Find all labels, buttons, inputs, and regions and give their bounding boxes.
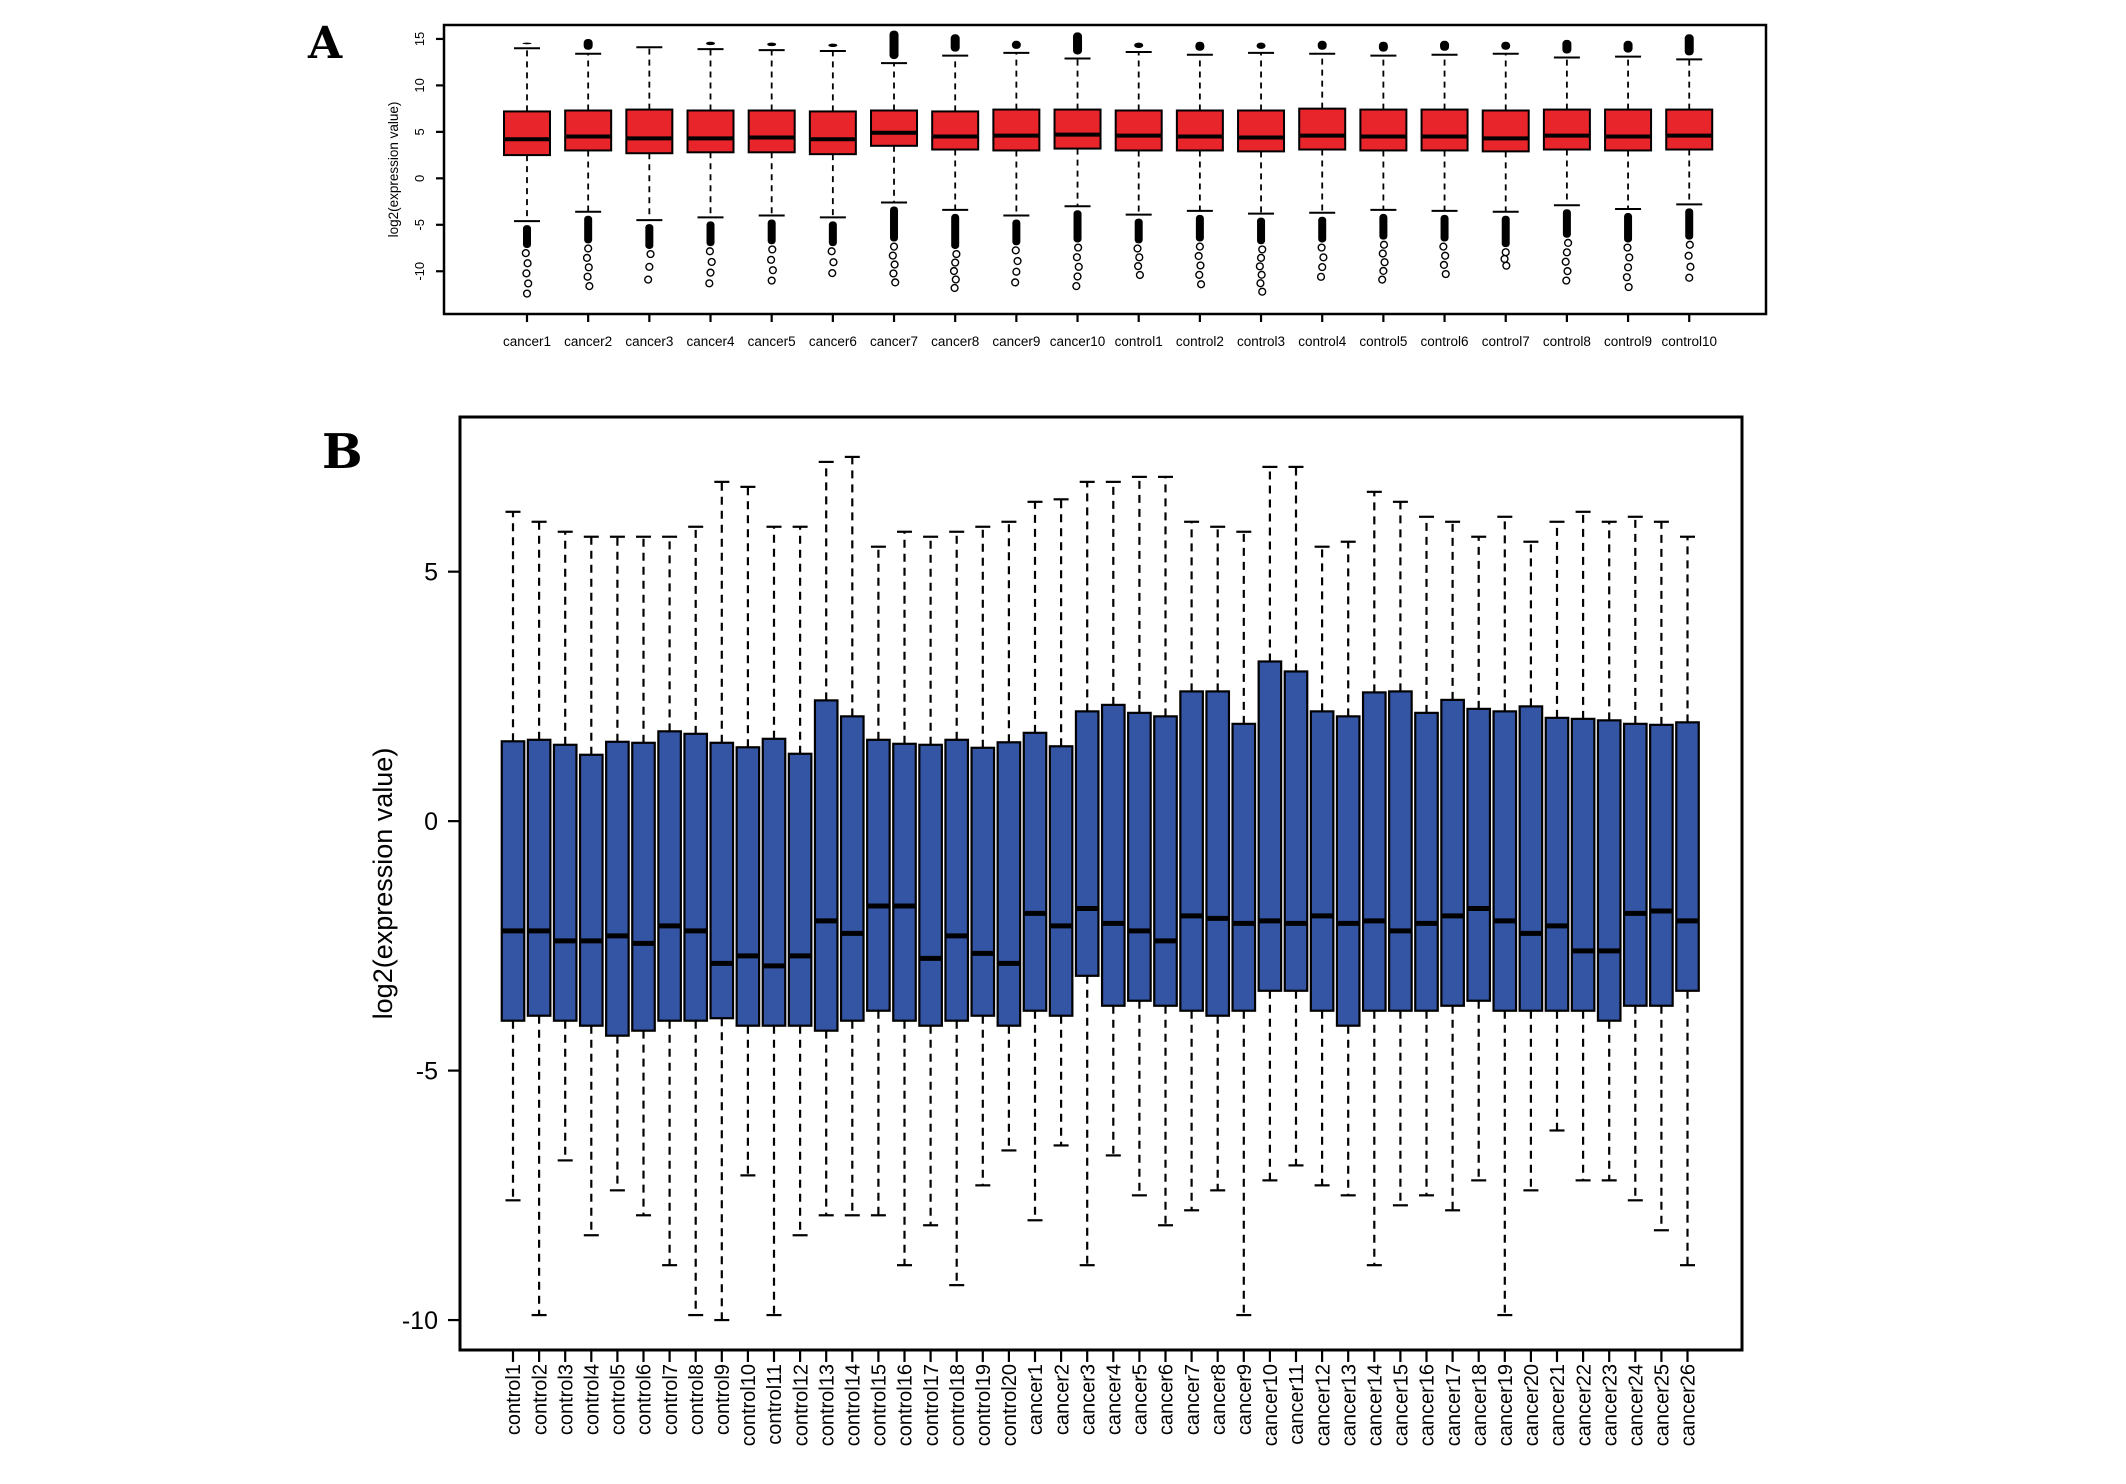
panel-a-box-cancer7-outlier-point xyxy=(889,252,896,259)
panel-b-xtick-label-control18: control18 xyxy=(946,1364,969,1447)
panel-a-box-control2-upper-outlier-stack xyxy=(1195,42,1204,51)
panel-b-box-control8 xyxy=(684,734,707,1021)
panel-a-box-cancer8-outlier-point xyxy=(952,276,959,283)
panel-b-xtick-label-control7: control7 xyxy=(659,1364,682,1436)
panel-b-xtick-label-control4: control4 xyxy=(581,1364,604,1436)
panel-a-box-control5-outlier-point xyxy=(1381,241,1388,248)
panel-b-xtick-label-control8: control8 xyxy=(685,1364,708,1436)
panel-a-box-control5 xyxy=(1360,110,1406,151)
panel-b-box-cancer7 xyxy=(1180,691,1203,1010)
panel-a-box-cancer9-lower-outlier-stack xyxy=(1012,219,1020,245)
panel-b-xtick-label-control1: control1 xyxy=(503,1364,526,1436)
panel-a-box-cancer9-outlier-point xyxy=(1012,279,1019,286)
panel-b-box-cancer14 xyxy=(1363,692,1386,1010)
panel-a-box-control6-outlier-point xyxy=(1440,243,1447,250)
panel-b-xtick-label-control20: control20 xyxy=(999,1364,1022,1447)
panel-b-box-control16 xyxy=(893,744,916,1021)
panel-a-box-control10-upper-outlier-stack xyxy=(1685,34,1694,55)
panel-b-xtick-label-control12: control12 xyxy=(790,1364,813,1447)
panel-b-xtick-label-cancer13: cancer13 xyxy=(1338,1364,1361,1447)
panel-b-xtick-label-control19: control19 xyxy=(973,1364,995,1447)
panel-a-box-cancer1 xyxy=(504,111,550,155)
panel-b-box-cancer25 xyxy=(1650,725,1673,1006)
panel-b-label: B xyxy=(322,424,363,480)
panel-a-box-cancer7-outlier-point xyxy=(891,243,898,250)
panel-a-box-control2-outlier-point xyxy=(1195,253,1202,260)
panel-b-xtick-label-cancer20: cancer20 xyxy=(1521,1364,1544,1447)
panel-a-box-cancer1-outlier-point xyxy=(525,280,532,287)
panel-b-box-cancer22 xyxy=(1572,719,1595,1011)
panel-a-box-control2 xyxy=(1177,110,1223,150)
panel-a-box-control1-outlier-point xyxy=(1135,263,1142,270)
panel-b-box-cancer26 xyxy=(1676,722,1699,990)
panel-b-xtick-label-cancer4: cancer4 xyxy=(1103,1364,1126,1436)
panel-b-xtick-label-cancer18: cancer18 xyxy=(1468,1364,1491,1447)
panel-a-box-cancer1-outlier-point xyxy=(522,250,529,257)
panel-a-box-control7-outlier-point xyxy=(1501,256,1508,263)
panel-a-box-control2-outlier-point xyxy=(1196,271,1203,278)
panel-a-box-cancer4-outlier-point xyxy=(706,280,713,287)
panel-a-box-control1-upper-outlier-stack xyxy=(1134,43,1143,48)
panel-a-box-control9-outlier-point xyxy=(1624,244,1631,251)
panel-b-xtick-label-control2: control2 xyxy=(529,1364,552,1436)
panel-a-box-cancer2-lower-outlier-stack xyxy=(584,216,592,244)
panel-b-xtick-label-cancer9: cancer9 xyxy=(1234,1364,1256,1436)
panel-a-box-control9-outlier-point xyxy=(1626,254,1633,261)
panel-b-xtick-label-cancer14: cancer14 xyxy=(1364,1364,1387,1447)
panel-a-box-control7-outlier-point xyxy=(1502,249,1509,256)
panel-b-ytick-label: 0 xyxy=(424,807,438,836)
panel-a-box-control2-outlier-point xyxy=(1196,243,1203,250)
panel-a-ytick-label: -10 xyxy=(412,261,427,281)
panel-a-box-control10-outlier-point xyxy=(1686,241,1693,248)
panel-a-xtick-label-control3: control3 xyxy=(1237,334,1286,349)
panel-a-box-control10-outlier-point xyxy=(1686,274,1693,281)
panel-a-box-control3-outlier-point xyxy=(1256,263,1263,270)
panel-a-xtick-label-cancer5: cancer5 xyxy=(747,334,796,349)
panel-b-xtick-label-cancer25: cancer25 xyxy=(1651,1364,1674,1447)
panel-a-box-control8-outlier-point xyxy=(1562,258,1569,265)
panel-b-xtick-label-cancer8: cancer8 xyxy=(1207,1364,1230,1436)
panel-b-xtick-label-control6: control6 xyxy=(633,1364,656,1436)
panel-a-box-cancer4 xyxy=(688,110,734,152)
panel-a-xtick-label-cancer6: cancer6 xyxy=(808,334,857,349)
panel-b-xtick-label-cancer5: cancer5 xyxy=(1129,1364,1152,1436)
panel-a-box-cancer4-outlier-point xyxy=(708,259,715,266)
panel-b-box-cancer15 xyxy=(1389,691,1412,1010)
panel-b-box-control9 xyxy=(711,743,734,1018)
panel-a-box-cancer10-outlier-point xyxy=(1074,273,1081,280)
panel-a-box-control2-lower-outlier-stack xyxy=(1196,215,1204,242)
panel-a-box-cancer4-outlier-point xyxy=(707,248,714,255)
panel-a-box-control5-outlier-point xyxy=(1379,250,1386,257)
panel-b-box-cancer9 xyxy=(1233,724,1256,1011)
panel-a-xtick-label-control1: control1 xyxy=(1114,334,1163,349)
panel-b-xtick-label-control10: control10 xyxy=(738,1364,761,1447)
panel-b-box-cancer13 xyxy=(1337,716,1360,1025)
panel-a-box-control4-outlier-point xyxy=(1318,273,1325,280)
panel-a-box-control2-outlier-point xyxy=(1198,281,1205,288)
panel-a-box-cancer8-lower-outlier-stack xyxy=(951,214,959,249)
panel-b-xtick-label-cancer3: cancer3 xyxy=(1077,1364,1100,1436)
panel-a-box-cancer2-outlier-point xyxy=(584,254,591,261)
panel-a-box-cancer3-outlier-point xyxy=(647,251,654,258)
panel-a-box-control6-upper-outlier-stack xyxy=(1440,41,1449,51)
panel-a-box-cancer9-upper-outlier-stack xyxy=(1012,41,1021,49)
panel-a-box-control8 xyxy=(1544,110,1590,150)
panel-a-box-cancer4-outlier-point xyxy=(707,269,714,276)
panel-b-xtick-label-cancer15: cancer15 xyxy=(1390,1364,1413,1447)
panel-b-xtick-label-cancer12: cancer12 xyxy=(1312,1364,1335,1447)
panel-b-ytick-label: -10 xyxy=(401,1306,438,1335)
panel-b-xtick-label-control15: control15 xyxy=(868,1364,891,1447)
panel-a-box-cancer8-outlier-point xyxy=(952,259,959,266)
panel-a-box-control3 xyxy=(1238,110,1284,151)
panel-b-box-cancer23 xyxy=(1598,720,1621,1020)
panel-b-xtick-label-cancer26: cancer26 xyxy=(1677,1364,1700,1447)
panel-a-box-cancer3-outlier-point xyxy=(646,263,653,270)
panel-b-xtick-label-cancer11: cancer11 xyxy=(1286,1364,1309,1445)
panel-a-box-control1-outlier-point xyxy=(1137,272,1144,279)
panel-a-box-cancer5-outlier-point xyxy=(768,277,775,284)
panel-a-box-control4 xyxy=(1299,109,1345,150)
panel-a-box-cancer2-outlier-point xyxy=(585,264,592,271)
panel-a-box-cancer2-outlier-point xyxy=(584,273,591,280)
panel-a-label: A xyxy=(308,18,343,69)
panel-a-box-control10-lower-outlier-stack xyxy=(1685,208,1693,239)
panel-a-box-cancer10-upper-outlier-stack xyxy=(1073,32,1082,54)
panel-a-box-cancer6-outlier-point xyxy=(830,259,837,266)
panel-b-box-control12 xyxy=(789,754,812,1026)
panel-b-box-cancer4 xyxy=(1102,705,1125,1006)
panel-b-xtick-label-cancer24: cancer24 xyxy=(1625,1364,1648,1447)
panel-a-box-control7-upper-outlier-stack xyxy=(1501,42,1510,50)
panel-b-xtick-label-control14: control14 xyxy=(842,1364,865,1447)
panel-a-box-control1-lower-outlier-stack xyxy=(1135,219,1143,244)
panel-a-box-control6-lower-outlier-stack xyxy=(1441,215,1449,242)
panel-a-box-cancer2-upper-outlier-stack xyxy=(584,39,593,50)
panel-a-box-cancer7-upper-outlier-stack xyxy=(890,31,899,60)
panel-a-box-cancer10-lower-outlier-stack xyxy=(1074,210,1082,242)
panel-b-xtick-label-cancer10: cancer10 xyxy=(1260,1364,1283,1447)
panel-a-box-cancer3 xyxy=(626,110,672,154)
panel-a-xtick-label-control10: control10 xyxy=(1661,334,1718,349)
panel-a-box-cancer5 xyxy=(749,110,795,152)
panel-a-box-cancer7-lower-outlier-stack xyxy=(890,206,898,241)
panel-a-xtick-label-cancer8: cancer8 xyxy=(931,334,980,349)
panel-b-xtick-label-cancer23: cancer23 xyxy=(1599,1364,1622,1447)
panel-b-xtick-label-cancer19: cancer19 xyxy=(1495,1364,1517,1447)
panel-b-box-control11 xyxy=(763,739,786,1026)
panel-b-box-control7 xyxy=(658,731,681,1020)
panel-a-box-control3-outlier-point xyxy=(1257,280,1264,287)
panel-b-xtick-label-cancer1: cancer1 xyxy=(1025,1364,1048,1436)
panel-a-box-cancer1-outlier-point xyxy=(524,290,531,297)
panel-a-box-cancer1-outlier-point xyxy=(524,260,531,267)
panel-a-box-control10-outlier-point xyxy=(1687,263,1694,270)
panel-b-box-cancer12 xyxy=(1311,711,1334,1010)
panel-b-ytick-label: 5 xyxy=(424,558,438,587)
panel-a-box-cancer2-outlier-point xyxy=(586,283,593,290)
panel-b-box-cancer1 xyxy=(1024,733,1047,1011)
panel-a-box-cancer10-outlier-point xyxy=(1075,263,1082,270)
panel-a-box-cancer8-outlier-point xyxy=(951,268,958,275)
panel-b-box-cancer6 xyxy=(1154,716,1177,1005)
panel-a-box-control8-outlier-point xyxy=(1564,268,1571,275)
panel-b-xtick-label-cancer16: cancer16 xyxy=(1416,1364,1439,1447)
panel-a-box-control5-outlier-point xyxy=(1380,268,1387,275)
panel-a-box-control1-outlier-point xyxy=(1136,254,1143,261)
panel-b-xtick-label-control5: control5 xyxy=(607,1364,630,1436)
panel-b-box-control1 xyxy=(502,741,525,1020)
panel-a-xtick-label-control6: control6 xyxy=(1420,334,1469,349)
panel-a-box-control6 xyxy=(1422,110,1468,151)
panel-a-box-control6-outlier-point xyxy=(1442,252,1449,259)
panel-a-box-control9-outlier-point xyxy=(1625,264,1632,271)
panel-a-box-cancer1-outlier-point xyxy=(523,270,530,277)
panel-a-box-cancer5-outlier-point xyxy=(769,267,776,274)
panel-a-ytick-label: 5 xyxy=(412,128,427,136)
panel-a-box-cancer3-outlier-point xyxy=(645,276,652,283)
panel-a-box-control8-outlier-point xyxy=(1565,240,1572,247)
panel-a-box-cancer1-lower-outlier-stack xyxy=(523,225,531,248)
panel-a-box-control5-outlier-point xyxy=(1381,259,1388,266)
panel-a-box-cancer3-lower-outlier-stack xyxy=(645,224,653,249)
panel-a-box-control4-outlier-point xyxy=(1320,254,1327,261)
panel-b-box-cancer18 xyxy=(1467,709,1490,1001)
panel-a-box-cancer8-outlier-point xyxy=(951,285,958,292)
panel-b-box-cancer2 xyxy=(1050,746,1073,1015)
panel-a-box-control5-lower-outlier-stack xyxy=(1379,214,1387,240)
panel-a-box-cancer10-outlier-point xyxy=(1075,244,1082,251)
panel-b-box-control6 xyxy=(632,743,655,1031)
panel-b-box-control15 xyxy=(867,740,890,1011)
panel-a-box-cancer9-outlier-point xyxy=(1014,258,1021,265)
panel-a-box-cancer7-outlier-point xyxy=(892,279,899,286)
panel-a-box-cancer2 xyxy=(565,110,611,150)
panel-a-box-control1-outlier-point xyxy=(1134,245,1141,252)
panel-a-box-cancer9-outlier-point xyxy=(1013,268,1020,275)
panel-a-xtick-label-control4: control4 xyxy=(1298,334,1347,349)
panel-a-ytick-label: 10 xyxy=(412,78,427,93)
panel-b-xtick-label-cancer21: cancer21 xyxy=(1547,1364,1570,1447)
panel-b-box-control18 xyxy=(945,740,968,1021)
panel-a-xtick-label-control7: control7 xyxy=(1481,334,1530,349)
panel-a-xtick-label-control9: control9 xyxy=(1604,334,1653,349)
panel-a-box-cancer7-outlier-point xyxy=(891,261,898,268)
panel-b-box-control13 xyxy=(815,700,838,1030)
panel-b-box-control4 xyxy=(580,755,603,1026)
panel-a-ytick-label: 15 xyxy=(412,31,427,47)
panel-b-xtick-label-control11: control11 xyxy=(764,1364,787,1445)
panel-a-box-cancer7-outlier-point xyxy=(890,270,897,277)
panel-a-box-cancer5-lower-outlier-stack xyxy=(768,219,776,244)
panel-a-box-cancer5-outlier-point xyxy=(768,256,775,263)
panel-a-box-cancer6 xyxy=(810,111,856,154)
panel-a-box-control4-lower-outlier-stack xyxy=(1318,217,1326,243)
panel-a-xtick-label-cancer10: cancer10 xyxy=(1049,334,1106,349)
panel-a-box-control9-outlier-point xyxy=(1625,284,1632,291)
panel-a-box-control9-lower-outlier-stack xyxy=(1624,213,1632,242)
panel-a-ytick-label: -5 xyxy=(412,219,427,231)
panel-b-xtick-label-control3: control3 xyxy=(555,1364,578,1436)
panel-a-xtick-label-control5: control5 xyxy=(1359,334,1408,349)
panel-a-box-control7 xyxy=(1483,110,1529,151)
panel-a-box-cancer10-outlier-point xyxy=(1074,254,1081,261)
panel-b-box-cancer8 xyxy=(1206,691,1229,1015)
panel-b-xtick-label-cancer17: cancer17 xyxy=(1442,1364,1465,1447)
panel-a-box-cancer5-outlier-point xyxy=(769,246,776,253)
panel-a-box-control3-upper-outlier-stack xyxy=(1257,43,1266,49)
panel-a-xtick-label-control8: control8 xyxy=(1542,334,1591,349)
panel-a-box-control3-outlier-point xyxy=(1258,271,1265,278)
panel-b-box-control10 xyxy=(737,747,760,1025)
panel-a-box-cancer5-upper-outlier-stack xyxy=(767,43,776,46)
panel-a-box-cancer9-outlier-point xyxy=(1012,247,1019,254)
panel-a-box-control3-outlier-point xyxy=(1259,246,1266,253)
panel-b-box-cancer10 xyxy=(1259,661,1282,990)
panel-a-box-cancer2-outlier-point xyxy=(585,245,592,252)
panel-a-box-control4-outlier-point xyxy=(1319,264,1326,271)
panel-a-ytick-label: 0 xyxy=(412,174,427,182)
panel-b-box-cancer19 xyxy=(1494,711,1517,1010)
panel-a-box-control10-outlier-point xyxy=(1685,252,1692,259)
panel-a-box-cancer10-outlier-point xyxy=(1073,283,1080,290)
panel-a-box-cancer9 xyxy=(993,110,1039,151)
panel-b-xtick-label-cancer6: cancer6 xyxy=(1155,1364,1178,1436)
panel-b-box-control17 xyxy=(919,745,942,1026)
panel-a-xtick-label-cancer1: cancer1 xyxy=(502,334,552,349)
panel-a-box-cancer8 xyxy=(932,111,978,149)
panel-a-box-cancer6-lower-outlier-stack xyxy=(829,221,837,246)
panel-b-box-control20 xyxy=(998,742,1021,1025)
panel-a-box-cancer6-upper-outlier-stack xyxy=(828,44,837,47)
panel-a-xtick-label-cancer7: cancer7 xyxy=(870,334,919,349)
panel-b-box-control2 xyxy=(528,740,551,1016)
panel-b-box-cancer24 xyxy=(1624,724,1647,1006)
panel-b-y-axis-title: log2(expression value) xyxy=(368,747,398,1020)
panel-a-box-control9-upper-outlier-stack xyxy=(1624,41,1633,53)
panel-b-box-cancer5 xyxy=(1128,713,1151,1001)
panel-a-box-control4-outlier-point xyxy=(1318,244,1325,251)
panel-a-box-control2-outlier-point xyxy=(1197,262,1204,269)
panel-b-box-cancer20 xyxy=(1520,706,1543,1010)
panel-a-box-cancer6-outlier-point xyxy=(828,248,835,255)
panel-b-box-cancer3 xyxy=(1076,711,1099,975)
panel-a-xtick-label-cancer3: cancer3 xyxy=(625,334,674,349)
panel-a-box-control8-outlier-point xyxy=(1563,249,1570,256)
panel-b-box-cancer21 xyxy=(1546,718,1569,1011)
panel-a-xtick-label-control2: control2 xyxy=(1175,334,1224,349)
panel-b-box-control5 xyxy=(606,742,629,1036)
panel-a-box-control10 xyxy=(1666,110,1712,150)
panel-a-box-control5-outlier-point xyxy=(1379,276,1386,283)
panel-a-box-cancer8-outlier-point xyxy=(953,251,960,258)
panel-a-box-cancer1-upper-outlier-stack xyxy=(523,43,532,45)
panel-b-box-cancer17 xyxy=(1441,700,1464,1006)
panel-b-xtick-label-cancer7: cancer7 xyxy=(1181,1364,1204,1436)
panel-b-box-control14 xyxy=(841,716,864,1020)
panel-b-box-cancer11 xyxy=(1285,671,1308,990)
panel-a-box-control6-outlier-point xyxy=(1441,262,1448,269)
panel-a-box-control7-outlier-point xyxy=(1503,262,1510,269)
panel-a-box-control9 xyxy=(1605,110,1651,151)
panel-a-box-control3-outlier-point xyxy=(1259,288,1266,295)
panel-a-box-cancer6-outlier-point xyxy=(829,270,836,277)
panel-b-xtick-label-control9: control9 xyxy=(712,1364,734,1436)
panel-a-box-control8-outlier-point xyxy=(1563,277,1570,284)
panel-a-box-control5-upper-outlier-stack xyxy=(1379,42,1388,52)
panel-a-xtick-label-cancer4: cancer4 xyxy=(686,334,735,349)
panel-b-xtick-label-control17: control17 xyxy=(920,1364,943,1447)
panel-a-box-control8-upper-outlier-stack xyxy=(1562,40,1571,54)
panel-b-xtick-label-control13: control13 xyxy=(816,1364,839,1447)
panel-a-box-control1 xyxy=(1116,110,1162,150)
panel-a-box-control4-upper-outlier-stack xyxy=(1318,41,1327,50)
panel-a-xtick-label-cancer9: cancer9 xyxy=(992,334,1041,349)
panel-a-box-cancer10 xyxy=(1055,110,1101,149)
panel-b-xtick-label-cancer22: cancer22 xyxy=(1573,1364,1596,1447)
panel-a-xtick-label-cancer2: cancer2 xyxy=(564,334,613,349)
panel-b-box-control19 xyxy=(972,748,995,1016)
panel-b-box-cancer16 xyxy=(1415,713,1438,1011)
panel-b-ytick-label: -5 xyxy=(415,1057,438,1086)
panel-a-box-cancer8-upper-outlier-stack xyxy=(951,34,960,51)
panel-a-box-cancer7 xyxy=(871,110,917,145)
panel-a-box-cancer4-upper-outlier-stack xyxy=(706,42,715,45)
panel-b-xtick-label-cancer2: cancer2 xyxy=(1051,1364,1074,1436)
panel-a-box-control7-lower-outlier-stack xyxy=(1502,216,1510,247)
panel-a-box-cancer4-lower-outlier-stack xyxy=(707,221,715,246)
panel-b-xtick-label-control16: control16 xyxy=(894,1364,917,1447)
panel-b-box-control3 xyxy=(554,745,577,1021)
panel-a-box-control6-outlier-point xyxy=(1442,271,1449,278)
panel-a-box-control9-outlier-point xyxy=(1623,274,1630,281)
panel-a-box-control3-lower-outlier-stack xyxy=(1257,218,1265,245)
panel-a-box-control3-outlier-point xyxy=(1258,254,1265,261)
panel-a-y-axis-title: log2(expression value) xyxy=(386,101,401,238)
panel-a-box-control8-lower-outlier-stack xyxy=(1563,209,1571,238)
